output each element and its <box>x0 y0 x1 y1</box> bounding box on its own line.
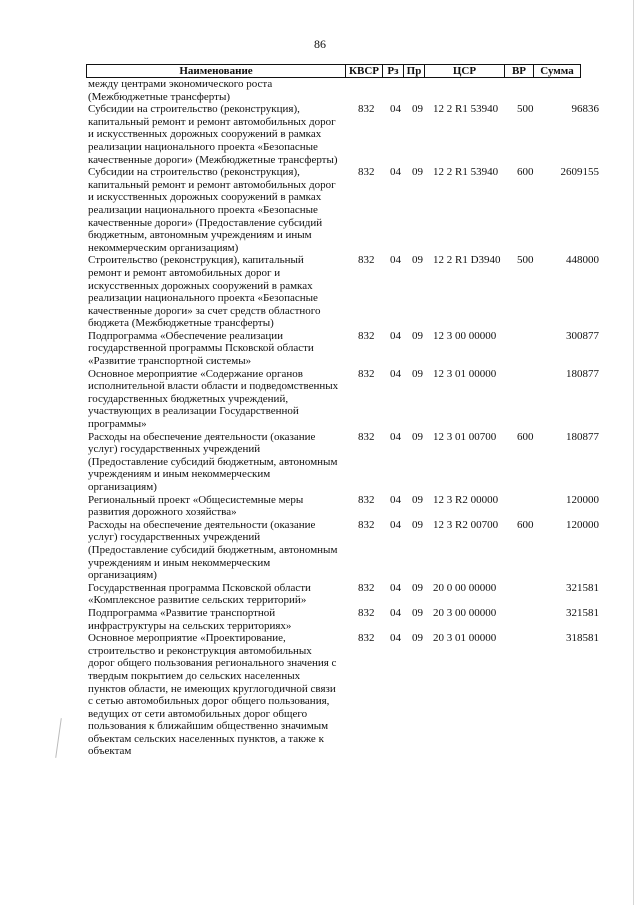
row-pr: 09 <box>412 518 423 531</box>
header-rz: Рз <box>382 64 404 78</box>
row-sum: 120000 <box>566 518 599 531</box>
row-name: Расходы на обеспечение деятельности (оказание услуг) государственных учреждений (Предоставление субсидий бюджетным, автономным учреждениям и иным некоммерческим организациям) <box>88 518 338 582</box>
row-name: между центрами экономического роста (Межбюджетные трансферты) <box>88 78 273 103</box>
row-kvsr: 832 <box>358 367 375 380</box>
row-sum: 180877 <box>566 430 599 443</box>
row-name: Государственная программа Псковской области «Комплексное развитие сельских территорий» <box>88 581 311 607</box>
row-rz: 04 <box>390 430 401 443</box>
row-name: Основное мероприятие «Проектирование, строительство и реконструкция автомобильных дорог общего пользования регионального значения с твердым покрытием до сельских населенных пунктов области, не имеющих круглогодичной связи с сетью автомобильных дорог общего пользования, ведущих от сети автомобильных дорог общего пользования к ближайшим общественно значимым объектам сельских населенных пунктов, а также к объектам <box>88 632 337 758</box>
row-pr: 09 <box>412 254 423 267</box>
table-row <box>86 78 601 103</box>
row-name: Субсидии на строительство (реконструкция), капитальный ремонт и ремонт автомобильных дорог и искусственных дорожных сооружений в рамках реализации национального проекта «Безопасные качественные дороги» (Предоставление субсидий бюджетным, автономным учреждениям и иным некоммерческим организациям) <box>88 166 336 254</box>
row-csr: 12 2 R1 D3940 <box>433 254 501 267</box>
row-pr: 09 <box>412 329 423 342</box>
row-kvsr: 832 <box>358 493 375 506</box>
header-sum: Сумма <box>533 64 581 78</box>
row-rz: 04 <box>390 606 401 619</box>
row-kvsr: 832 <box>358 166 375 179</box>
row-csr: 20 3 00 00000 <box>433 606 497 619</box>
row-rz: 04 <box>390 329 401 342</box>
table-body <box>86 78 601 758</box>
row-pr: 09 <box>412 581 423 594</box>
row-sum: 180877 <box>566 367 599 380</box>
header-kvsr: КВСР <box>345 64 383 78</box>
row-csr: 12 2 R1 53940 <box>433 166 499 179</box>
row-pr: 09 <box>412 430 423 443</box>
row-kvsr: 832 <box>358 430 375 443</box>
table-row <box>86 330 601 368</box>
row-vr: 600 <box>517 430 534 443</box>
row-kvsr: 832 <box>358 606 375 619</box>
table-row <box>86 431 601 494</box>
table-row <box>86 607 601 632</box>
row-pr: 09 <box>412 606 423 619</box>
row-kvsr: 832 <box>358 518 375 531</box>
row-rz: 04 <box>390 493 401 506</box>
row-name: Расходы на обеспечение деятельности (оказание услуг) государственных учреждений (Предоставление субсидий бюджетным, автономным учреждениям и иным некоммерческим организациям) <box>88 430 338 493</box>
row-name: Подпрограмма «Развитие транспортной инфраструктуры на сельских территориях» <box>88 606 292 632</box>
scan-edge-line <box>633 0 634 905</box>
header-name: Наименование <box>86 64 346 78</box>
row-sum: 96836 <box>571 103 599 116</box>
row-pr: 09 <box>412 367 423 380</box>
table-row <box>86 103 601 166</box>
row-name: Субсидии на строительство (реконструкция), капитальный ремонт и ремонт автомобильных дорог и искусственных дорожных сооружений в рамках реализации национального проекта «Безопасные качественные дороги» (Межбюджетные трансферты) <box>88 103 338 166</box>
row-sum: 318581 <box>566 632 599 645</box>
row-sum: 300877 <box>566 329 599 342</box>
row-rz: 04 <box>390 367 401 380</box>
header-vr: ВР <box>504 64 534 78</box>
row-vr: 600 <box>517 518 534 531</box>
row-name: Основное мероприятие «Содержание органов исполнительной власти области и подведомственных государственных бюджетных учреждений, участвующих в реализации Государственной программы» <box>88 367 339 431</box>
table-row <box>86 254 601 330</box>
table-row <box>86 519 601 582</box>
row-sum: 120000 <box>566 493 599 506</box>
row-kvsr: 832 <box>358 632 375 645</box>
table-row <box>86 582 601 607</box>
table-row <box>86 632 601 758</box>
row-rz: 04 <box>390 581 401 594</box>
row-vr: 500 <box>517 254 534 267</box>
row-csr: 20 0 00 00000 <box>433 581 497 594</box>
row-csr: 12 3 R2 00700 <box>433 518 499 531</box>
row-rz: 04 <box>390 254 401 267</box>
row-csr: 12 2 R1 53940 <box>433 103 499 116</box>
row-vr: 600 <box>517 166 534 179</box>
row-rz: 04 <box>390 518 401 531</box>
row-pr: 09 <box>412 166 423 179</box>
row-rz: 04 <box>390 166 401 179</box>
row-csr: 12 3 00 00000 <box>433 329 497 342</box>
row-kvsr: 832 <box>358 329 375 342</box>
row-kvsr: 832 <box>358 581 375 594</box>
page-number: 86 <box>314 37 326 51</box>
row-sum: 448000 <box>566 254 599 267</box>
row-csr: 12 3 01 00700 <box>433 430 497 443</box>
row-csr: 12 3 01 00000 <box>433 367 497 380</box>
row-name: Строительство (реконструкция), капитальный ремонт и ремонт автомобильных дорог и искусственных дорожных сооружений в рамках реализации национального проекта «Безопасные качественные дороги» за счет средств областного бюджета (Межбюджетные трансферты) <box>88 254 321 330</box>
row-name: Подпрограмма «Обеспечение реализации государственной программы Псковской области «Развитие транспортной системы» <box>88 329 314 368</box>
header-pr: Пр <box>403 64 425 78</box>
table-row <box>86 368 601 431</box>
row-rz: 04 <box>390 103 401 116</box>
row-name: Региональный проект «Общесистемные меры развития дорожного хозяйства» <box>88 493 304 519</box>
row-csr: 12 3 R2 00000 <box>433 493 499 506</box>
row-kvsr: 832 <box>358 103 375 116</box>
row-sum: 321581 <box>566 581 599 594</box>
row-kvsr: 832 <box>358 254 375 267</box>
row-vr: 500 <box>517 103 534 116</box>
row-pr: 09 <box>412 632 423 645</box>
row-csr: 20 3 01 00000 <box>433 632 497 645</box>
scan-pen-mark <box>55 718 62 758</box>
row-rz: 04 <box>390 632 401 645</box>
row-pr: 09 <box>412 493 423 506</box>
row-sum: 2609155 <box>560 166 599 179</box>
table-row <box>86 494 601 519</box>
table-header <box>86 64 580 78</box>
row-sum: 321581 <box>566 606 599 619</box>
row-pr: 09 <box>412 103 423 116</box>
header-csr: ЦСР <box>424 64 505 78</box>
table-row <box>86 166 601 254</box>
